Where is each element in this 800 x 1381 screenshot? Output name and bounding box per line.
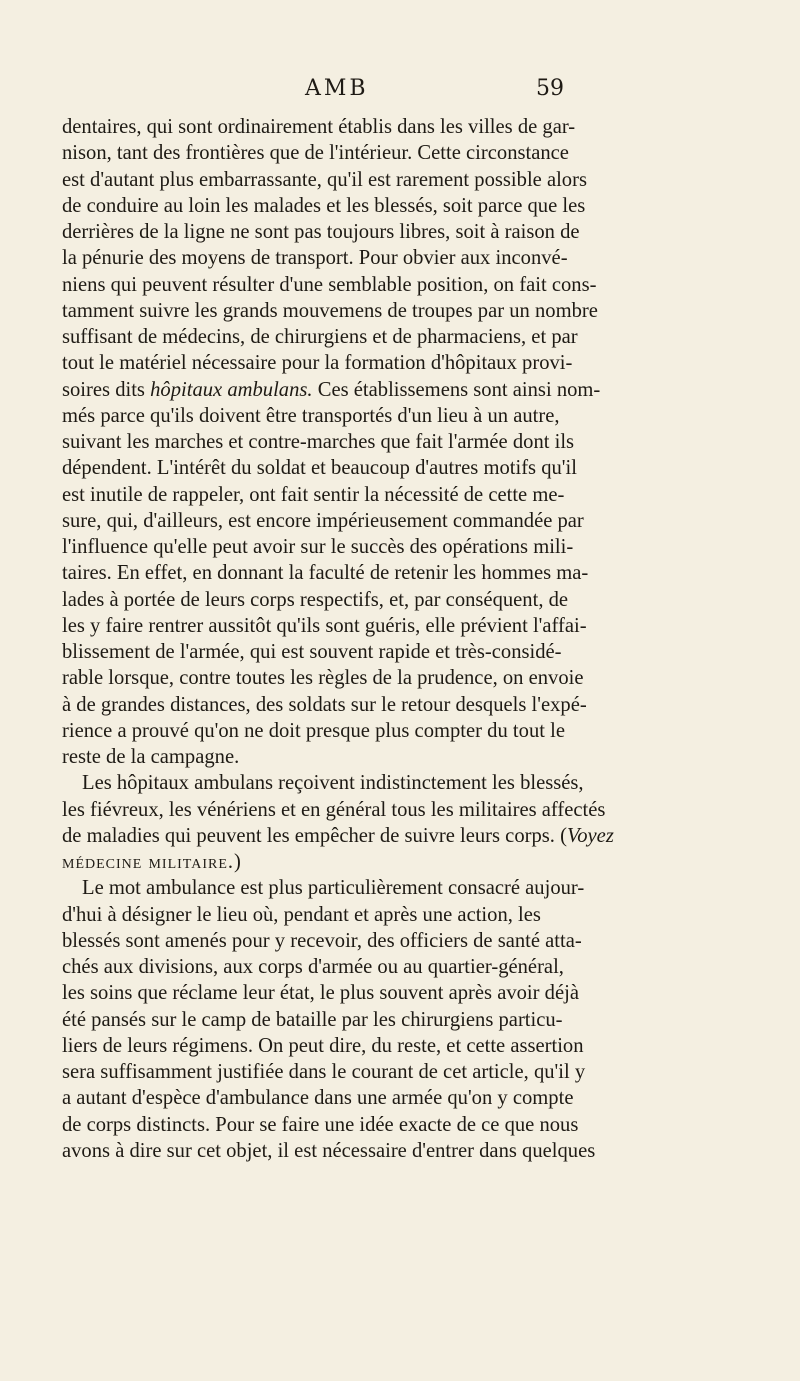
text-line: d'hui à désigner le lieu où, pendant et après une action, les [62, 903, 541, 926]
text-line: taires. En effet, en donnant la faculté de retenir les hommes ma- [62, 562, 589, 585]
text-line: Les hôpitaux ambulans reçoivent indistinctement les blessés, [82, 772, 584, 795]
text-line: Le mot ambulance est plus particulièrement consacré aujour- [82, 877, 585, 900]
body-text [62, 114, 752, 1164]
running-head: AMB [305, 76, 369, 101]
text-line: est inutile de rappeler, ont fait sentir la nécessité de cette me- [62, 483, 565, 506]
cross-reference: Voyez [566, 824, 614, 847]
text-line: més parce qu'ils doivent être transportés d'un lieu à un autre, [62, 404, 560, 427]
paragraph-2 [62, 770, 752, 875]
text-run: ) [234, 851, 241, 873]
text-line [62, 377, 752, 403]
paragraph-1 [62, 114, 752, 770]
text-line: sure, qui, d'ailleurs, est encore impérieusement commandée par [62, 509, 584, 532]
text-line: l'influence qu'elle peut avoir sur le succès des opérations mili- [62, 536, 574, 558]
text-line: de corps distincts. Pour se faire une idée exacte de ce que nous [62, 1113, 579, 1136]
text-line: nison, tant des frontières que de l'intérieur. Cette circonstance [62, 142, 569, 165]
text-line [62, 849, 752, 875]
text-line: lades à portée de leurs corps respectifs, et, par conséquent, de [62, 588, 569, 611]
text-line: les soins que réclame leur état, le plus souvent après avoir déjà [62, 982, 579, 1005]
text-run: soires dits [62, 378, 151, 401]
text-line [62, 823, 752, 849]
text-run: de maladies qui peuvent les empêcher de suivre leurs corps. ( [62, 824, 567, 847]
cross-reference-title: médecine militaire. [62, 851, 235, 873]
text-line: reste de la campagne. [62, 746, 240, 768]
text-line: suivant les marches et contre-marches que fait l'armée dont ils [62, 431, 575, 453]
text-line: blessés sont amenés pour y recevoir, des officiers de santé atta- [62, 929, 582, 952]
text-line: de conduire au loin les malades et les blessés, soit parce que les [62, 194, 586, 217]
text-line: suffisant de médecins, de chirurgiens et de pharmaciens, et par [62, 326, 578, 348]
text-line: sera suffisamment justifiée dans le courant de cet article, qu'il y [62, 1061, 586, 1083]
text-line: tamment suivre les grands mouvemens de troupes par un nombre [62, 299, 598, 322]
text-line: été pansés sur le camp de bataille par les chirurgiens particu- [62, 1008, 563, 1031]
text-line: chés aux divisions, aux corps d'armée ou au quartier-général, [62, 956, 564, 978]
text-line: a autant d'espèce d'ambulance dans une armée qu'on y compte [62, 1087, 574, 1110]
text-line: rable lorsque, contre toutes les règles de la prudence, on envoie [62, 667, 584, 690]
text-line: à de grandes distances, des soldats sur le retour desquels l'expé- [62, 693, 587, 716]
text-run: Ces établissemens sont ainsi nom- [312, 378, 601, 401]
text-line: derrières de la ligne ne sont pas toujours libres, soit à raison de [62, 221, 580, 243]
text-line: niens qui peuvent résulter d'une semblable position, on fait cons- [62, 273, 597, 296]
text-line: dentaires, qui sont ordinairement établis dans les villes de gar- [62, 116, 576, 138]
text-line: blissement de l'armée, qui est souvent rapide et très-considé- [62, 641, 562, 663]
text-line: liers de leurs régimens. On peut dire, du reste, et cette assertion [62, 1034, 584, 1057]
text-line: rience a prouvé qu'on ne doit presque plus compter du tout le [62, 719, 565, 742]
text-line: est d'autant plus embarrassante, qu'il est rarement possible alors [62, 168, 587, 191]
page-number: 59 [536, 76, 564, 101]
text-line: dépendent. L'intérêt du soldat et beaucoup d'autres motifs qu'il [62, 457, 577, 480]
text-line: les fiévreux, les vénériens et en général tous les militaires affectés [62, 798, 606, 821]
page-header [0, 72, 800, 106]
text-line: les y faire rentrer aussitôt qu'ils sont guéris, elle prévient l'affai- [62, 614, 587, 637]
italic-term: hôpitaux ambulans. [150, 378, 313, 401]
text-line: avons à dire sur cet objet, il est nécessaire d'entrer dans quelques [62, 1139, 596, 1162]
text-line: la pénurie des moyens de transport. Pour obvier aux inconvé- [62, 247, 568, 270]
paragraph-3 [62, 875, 752, 1164]
text-line: tout le matériel nécessaire pour la formation d'hôpitaux provi- [62, 352, 573, 375]
